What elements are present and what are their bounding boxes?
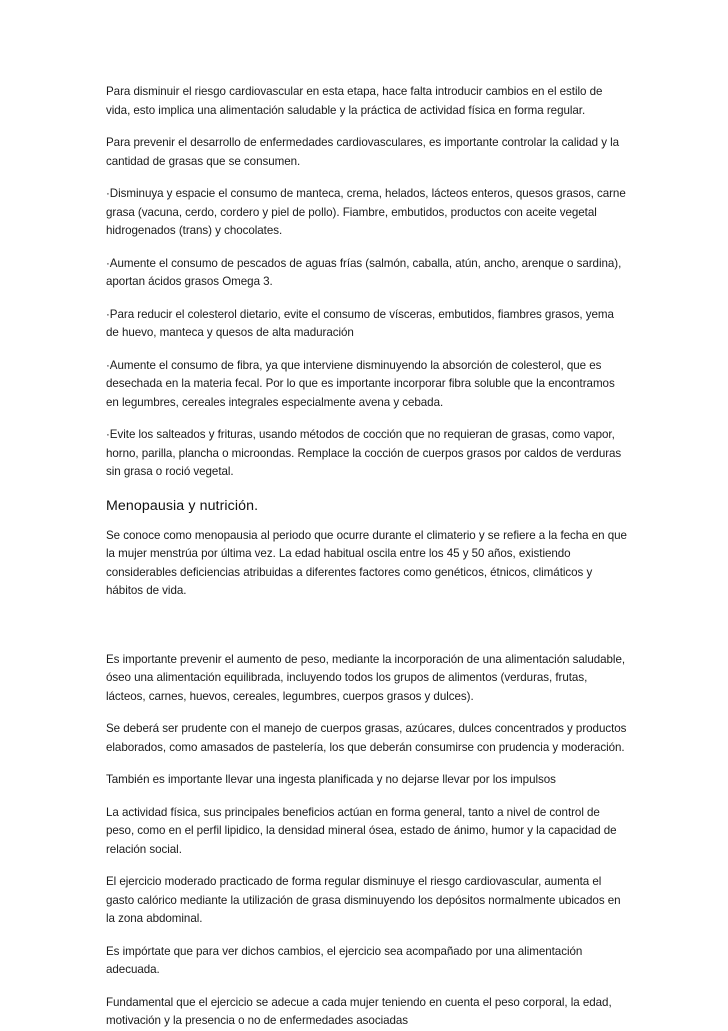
- paragraph: El ejercicio moderado practicado de forma regular disminuye el riesgo cardiovascular, aumenta el gasto calórico mediante la utilización de grasa disminuyendo los depósitos normalmente ubicados en la zona abdominal.: [106, 875, 621, 925]
- paragraph: Para disminuir el riesgo cardiovascular en esta etapa, hace falta introducir cambios en el estilo de vida, esto implica una alimentación saludable y la práctica de actividad física en forma regular.: [106, 85, 603, 117]
- paragraph: Fundamental que el ejercicio se adecue a cada mujer teniendo en cuenta el peso corporal, la edad, motivación y la presencia o no de enfermedades asociadas: [106, 995, 612, 1027]
- paragraph: También es importante llevar una ingesta planificada y no dejarse llevar por los impulsos: [106, 773, 556, 786]
- paragraph: Se conoce como menopausia al periodo que ocurre durante el climaterio y se refiere a la fecha en que la mujer menstrúa por última vez. La edad habitual oscila entre los 45 y 50 años, existiendo considerables deficiencias atribuidas a diferentes factores como genéticos, étnicos, climáticos y hábitos de vida.: [106, 528, 627, 597]
- section-heading: Menopausia y nutrición.: [106, 497, 259, 514]
- paragraph: Es impórtate que para ver dichos cambios, el ejercicio sea acompañado por una alimentación adecuada.: [106, 944, 583, 976]
- paragraph: Para prevenir el desarrollo de enfermedades cardiovasculares, es importante controlar la calidad y la cantidad de grasas que se consumen.: [106, 136, 620, 168]
- paragraph: ·Evite los salteados y frituras, usando métodos de cocción que no requieran de grasas, como vapor, horno, parilla, plancha o microondas. Remplace la cocción de cuerpos grasos por caldos de verduras sin grasa o roció vegetal.: [106, 428, 622, 478]
- paragraph: Se deberá ser prudente con el manejo de cuerpos grasas, azúcares, dulces concentrados y productos elaborados, como amasados de pastelería, los que deberán consumirse con prudencia y moderación.: [106, 722, 627, 754]
- paragraph: Es importante prevenir el aumento de peso, mediante la incorporación de una alimentación saludable, óseo una alimentación equilibrada, incluyendo todos los grupos de alimentos (verduras, frutas, lácteos, carnes, huevos, cereales, legumbres, cuerpos grasos y dulces).: [106, 652, 626, 703]
- paragraph: La actividad física, sus principales beneficios actúan en forma general, tanto a nivel de control de peso, como en el perfil lipidico, la densidad mineral ósea, estado de ánimo, humor y la capacidad de relación social.: [106, 805, 617, 856]
- paragraph: ·Aumente el consumo de pescados de aguas frías (salmón, caballa, atún, ancho, arenque o sardina), aportan ácidos grasos Omega 3.: [106, 256, 622, 288]
- paragraph: ·Disminuya y espacie el consumo de manteca, crema, helados, lácteos enteros, quesos grasos, carne grasa (vacuna, cerdo, cordero y piel de pollo). Fiambre, embutidos, productos con aceite vegetal hidrogenados (trans) y chocolates.: [106, 187, 626, 237]
- paragraph: ·Para reducir el colesterol dietario, evite el consumo de vísceras, embutidos, fiambres grasos, yema de huevo, manteca y quesos de alta maduración: [106, 307, 614, 339]
- blank-space: [106, 615, 628, 651]
- paragraph: ·Aumente el consumo de fibra, ya que interviene disminuyendo la absorción de colesterol, que es desechada en la materia fecal. Por lo que es importante incorporar fibra soluble que la encontramos en legumbres, cereales integrales especialmente avena y cebada.: [106, 358, 615, 409]
